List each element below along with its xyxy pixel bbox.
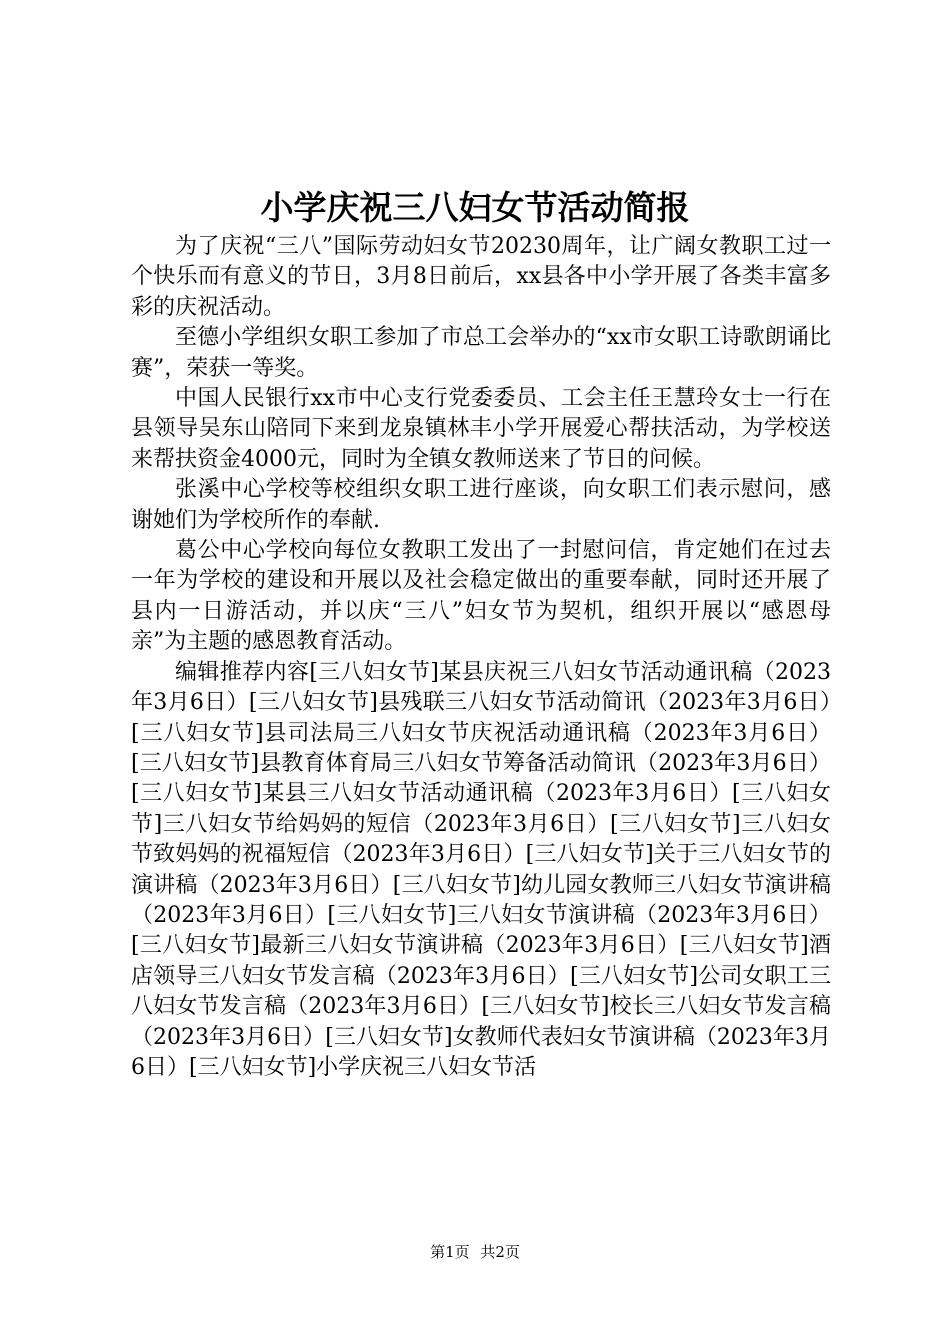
page-footer (0, 1242, 950, 1262)
paragraph-1: 为了庆祝“三八”国际劳动妇女节20230周年，让广阔女教职工过一个快乐而有意义的节日，3月8日前后，xx县各中小学开展了各类丰富多彩的庆祝活动。 (131, 234, 831, 320)
page-number-current: 第1页 (430, 1243, 470, 1261)
document-body (131, 232, 831, 1083)
paragraph-5: 葛公中心学校向每位女教职工发出了一封慰问信，肯定她们在过去一年为学校的建设和开展以及社会稳定做出的重要奉献，同时还开展了县内一日游活动，并以庆“三八”妇女节为契机，组织开展以“感恩母亲”为主题的感恩教育活动。 (131, 538, 831, 655)
paragraph-4: 张溪中心学校等校组织女职工进行座谈，向女职工们表示慰问，感谢她们为学校所作的奉献. (131, 477, 831, 533)
document-title: 小学庆祝三八妇女节活动简报 (260, 188, 690, 227)
paragraph-3: 中国人民银行xx市中心支行党委委员、工会主任王慧玲女士一行在县领导吴东山陪同下来到龙泉镇林丰小学开展爱心帮扶活动，为学校送来帮扶资金4000元，同时为全镇女教师送来了节日的问候。 (131, 386, 831, 472)
paragraph-recommended-list: 编辑推荐内容[三八妇女节]某县庆祝三八妇女节活动通讯稿（2023年3月6日）[三八妇女节]县残联三八妇女节活动简讯（2023年3月6日）[三八妇女节]县司法局三八妇女节庆祝活动通讯稿（2023年3月6日）[三八妇女节]县教育体育局三八妇女节筹备活动简讯（2023年3月6日）[三八妇女节]某县三八妇女节活动通讯稿（2023年3月6日）[三八妇女节]三八妇女节给妈妈的短信（2023年3月6日）[三八妇女节]三八妇女节致妈妈的祝福短信（2023年3月6日）[三八妇女节]关于三八妇女节的演讲稿（2023年3月6日）[三八妇女节]幼儿园女教师三八妇女节演讲稿（2023年3月6日）[三八妇女节]三八妇女节演讲稿（2023年3月6日）[三八妇女节]最新三八妇女节演讲稿（2023年3月6日）[三八妇女节]酒店领导三八妇女节发言稿（2023年3月6日）[三八妇女节]公司女职工三八妇女节发言稿（2023年3月6日）[三八妇女节]校长三八妇女节发言稿（2023年3月6日）[三八妇女节]女教师代表妇女节演讲稿（2023年3月6日）[三八妇女节]小学庆祝三八妇女节活 (131, 659, 831, 1080)
paragraph-2: 至德小学组织女职工参加了市总工会举办的“xx市女职工诗歌朗诵比赛”，荣获一等奖。 (131, 325, 831, 381)
page-number-total: 共2页 (480, 1243, 520, 1261)
